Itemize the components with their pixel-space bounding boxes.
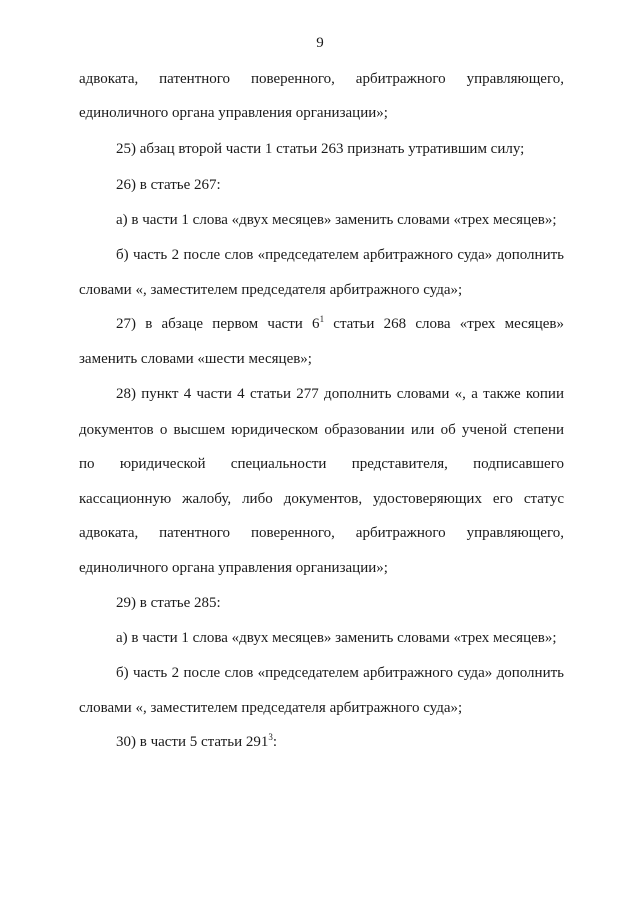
text-line: адвоката, патентного поверенного, арбитражного управляющего, (79, 525, 564, 541)
text-line-item-28: 28) пункт 4 части 4 статьи 277 дополнить словами «, а также копии (116, 386, 564, 402)
text-line: по юридической специальности представителя, подписавшего (79, 456, 564, 472)
text-line: документов о высшем юридическом образовании или об ученой степени (79, 422, 564, 438)
text-line: адвоката, патентного поверенного, арбитражного управляющего, (79, 71, 564, 87)
text-line: кассационную жалобу, либо документов, удостоверяющих его статус (79, 491, 564, 507)
text-line-item-29a: а) в части 1 слова «двух месяцев» заменить словами «трех месяцев»; (116, 630, 557, 646)
text-line-item-27 (116, 315, 564, 333)
text-line-item-26: 26) в статье 267: (116, 177, 221, 193)
text-line-item-26b: б) часть 2 после слов «председателем арбитражного суда» дополнить (116, 247, 564, 263)
text-line-item-30 (116, 733, 564, 751)
superscript: 1 (319, 315, 325, 324)
text-line-item-25: 25) абзац второй части 1 статьи 263 признать утратившим силу; (116, 141, 525, 157)
superscript: 3 (268, 732, 273, 742)
text-line: заменить словами «шести месяцев»; (79, 351, 312, 367)
text-fragment: 30) в части 5 статьи 291 (116, 734, 269, 750)
text-line: словами «, заместителем председателя арбитражного суда»; (79, 282, 463, 298)
text-fragment: статьи 268 слова «трех месяцев» (324, 316, 564, 332)
text-line: единоличного органа управления организации»; (79, 105, 388, 121)
text-line: словами «, заместителем председателя арбитражного суда»; (79, 700, 463, 716)
text-line-item-29b: б) часть 2 после слов «председателем арбитражного суда» дополнить (116, 665, 564, 681)
text-fragment: 27) в абзаце первом части 6 (116, 316, 320, 332)
text-fragment: : (272, 734, 278, 750)
text-line: единоличного органа управления организации»; (79, 560, 388, 576)
text-line-item-26a: а) в части 1 слова «двух месяцев» заменить словами «трех месяцев»; (116, 212, 557, 228)
text-line-item-29: 29) в статье 285: (116, 595, 221, 611)
page-number: 9 (316, 35, 324, 51)
